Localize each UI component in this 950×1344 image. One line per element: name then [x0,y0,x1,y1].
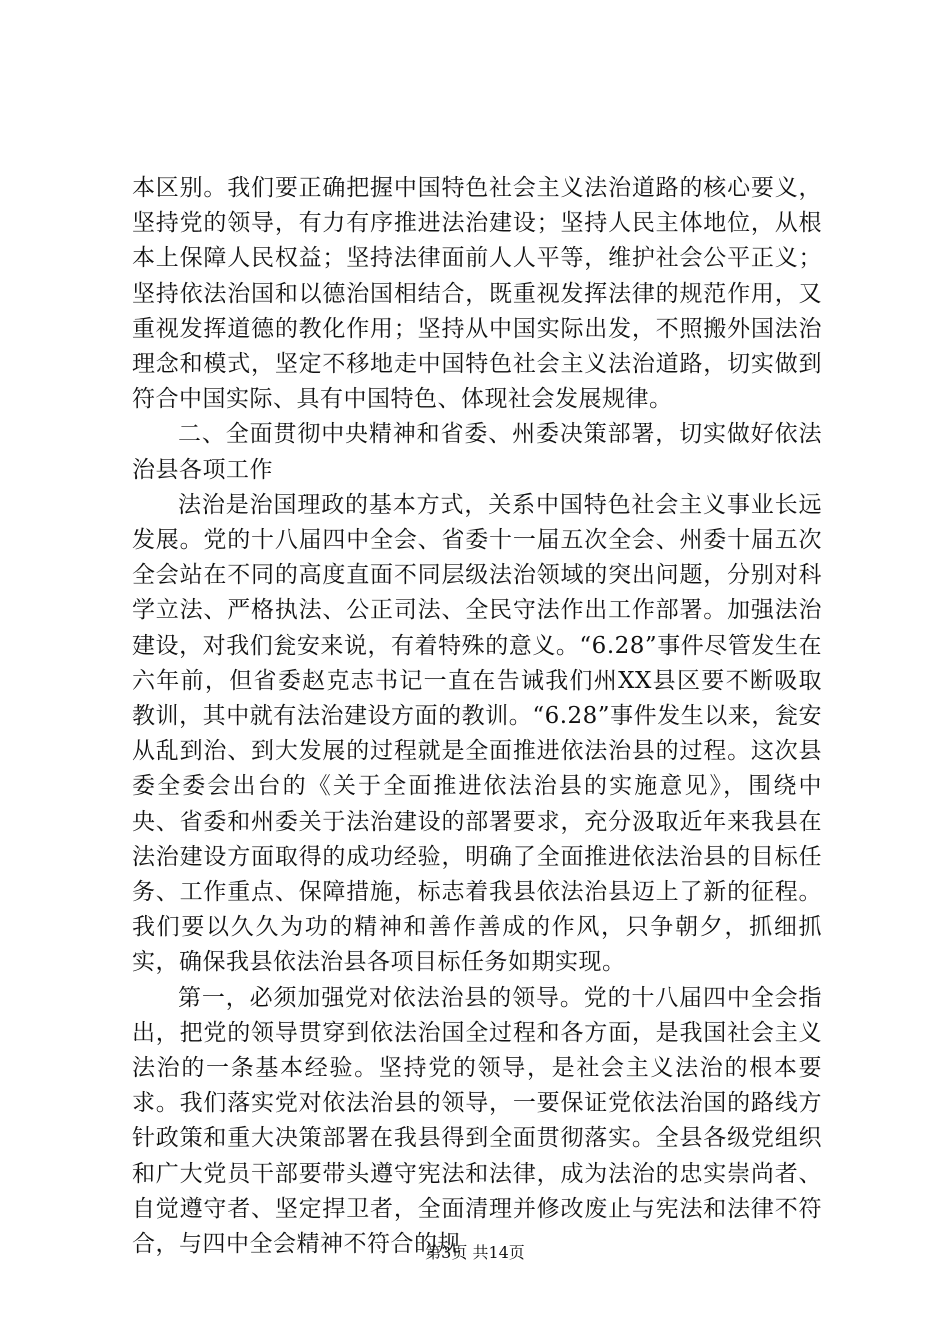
paragraph-rule-of-law: 法治是治国理政的基本方式，关系中国特色社会主义事业长远发展。党的十八届四中全会、省委十一届五次全会、州委十届五次全会站在不同的高度直面不同层级法治领域的突出问题，分别对科学立法、严格执法、公正司法、全民守法作出工作部署。加强法治建设，对我们瓮安来说，有着特殊的意义。“6.28”事件尽管发生在六年前，但省委赵克志书记一直在告诫我们州XX县区要不断吸取教训，其中就有法治建设方面的教训。“6.28”事件发生以来，瓮安从乱到治、到大发展的过程就是全面推进依法治县的过程。这次县委全委会出台的《关于全面推进依法治县的实施意见》，围绕中央、省委和州委关于法治建设的部署要求，充分汲取近年来我县在法治建设方面取得的成功经验，明确了全面推进依法治县的目标任务、工作重点、保障措施，标志着我县依法治县迈上了新的征程。我们要以久久为功的精神和善作善成的作风，只争朝夕，抓细抓实，确保我县依法治县各项目标任务如期实现。 [132,491,822,976]
paragraph-first-point: 第一，必须加强党对依法治县的领导。党的十八届四中全会指出，把党的领导贯穿到依法治国全过程和各方面，是我国社会主义法治的一条基本经验。坚持党的领导，是社会主义法治的根本要求。我们落实党对依法治县的领导，一要保证党依法治国的路线方针政策和重大决策部署在我县得到全面贯彻落实。全县各级党组织和广大党员干部要带头遵守宪法和法律，成为法治的忠实崇尚者、自觉遵守者、坚定捍卫者，全面清理并修改废止与宪法和法律不符合，与四中全会精神不符合的规 [132,984,822,1258]
section-heading-two: 二、全面贯彻中央精神和省委、州委决策部署，切实做好依法治县各项工作 [132,421,822,483]
paragraph-continuation: 本区别。我们要正确把握中国特色社会主义法治道路的核心要义，坚持党的领导，有力有序推进法治建设；坚持人民主体地位，从根本上保障人民权益；坚持法律面前人人平等，维护社会公平正义；坚持依法治国和以德治国相结合，既重视发挥法律的规范作用，又重视发挥道德的教化作用；坚持从中国实际出发，不照搬外国法治理念和模式，坚定不移地走中国特色社会主义法治道路，切实做到符合中国实际、具有中国特色、体现社会发展规律。 [132,175,822,413]
document-body [132,171,822,1262]
page-number-footer: 第3页 共14页 [425,1243,525,1262]
